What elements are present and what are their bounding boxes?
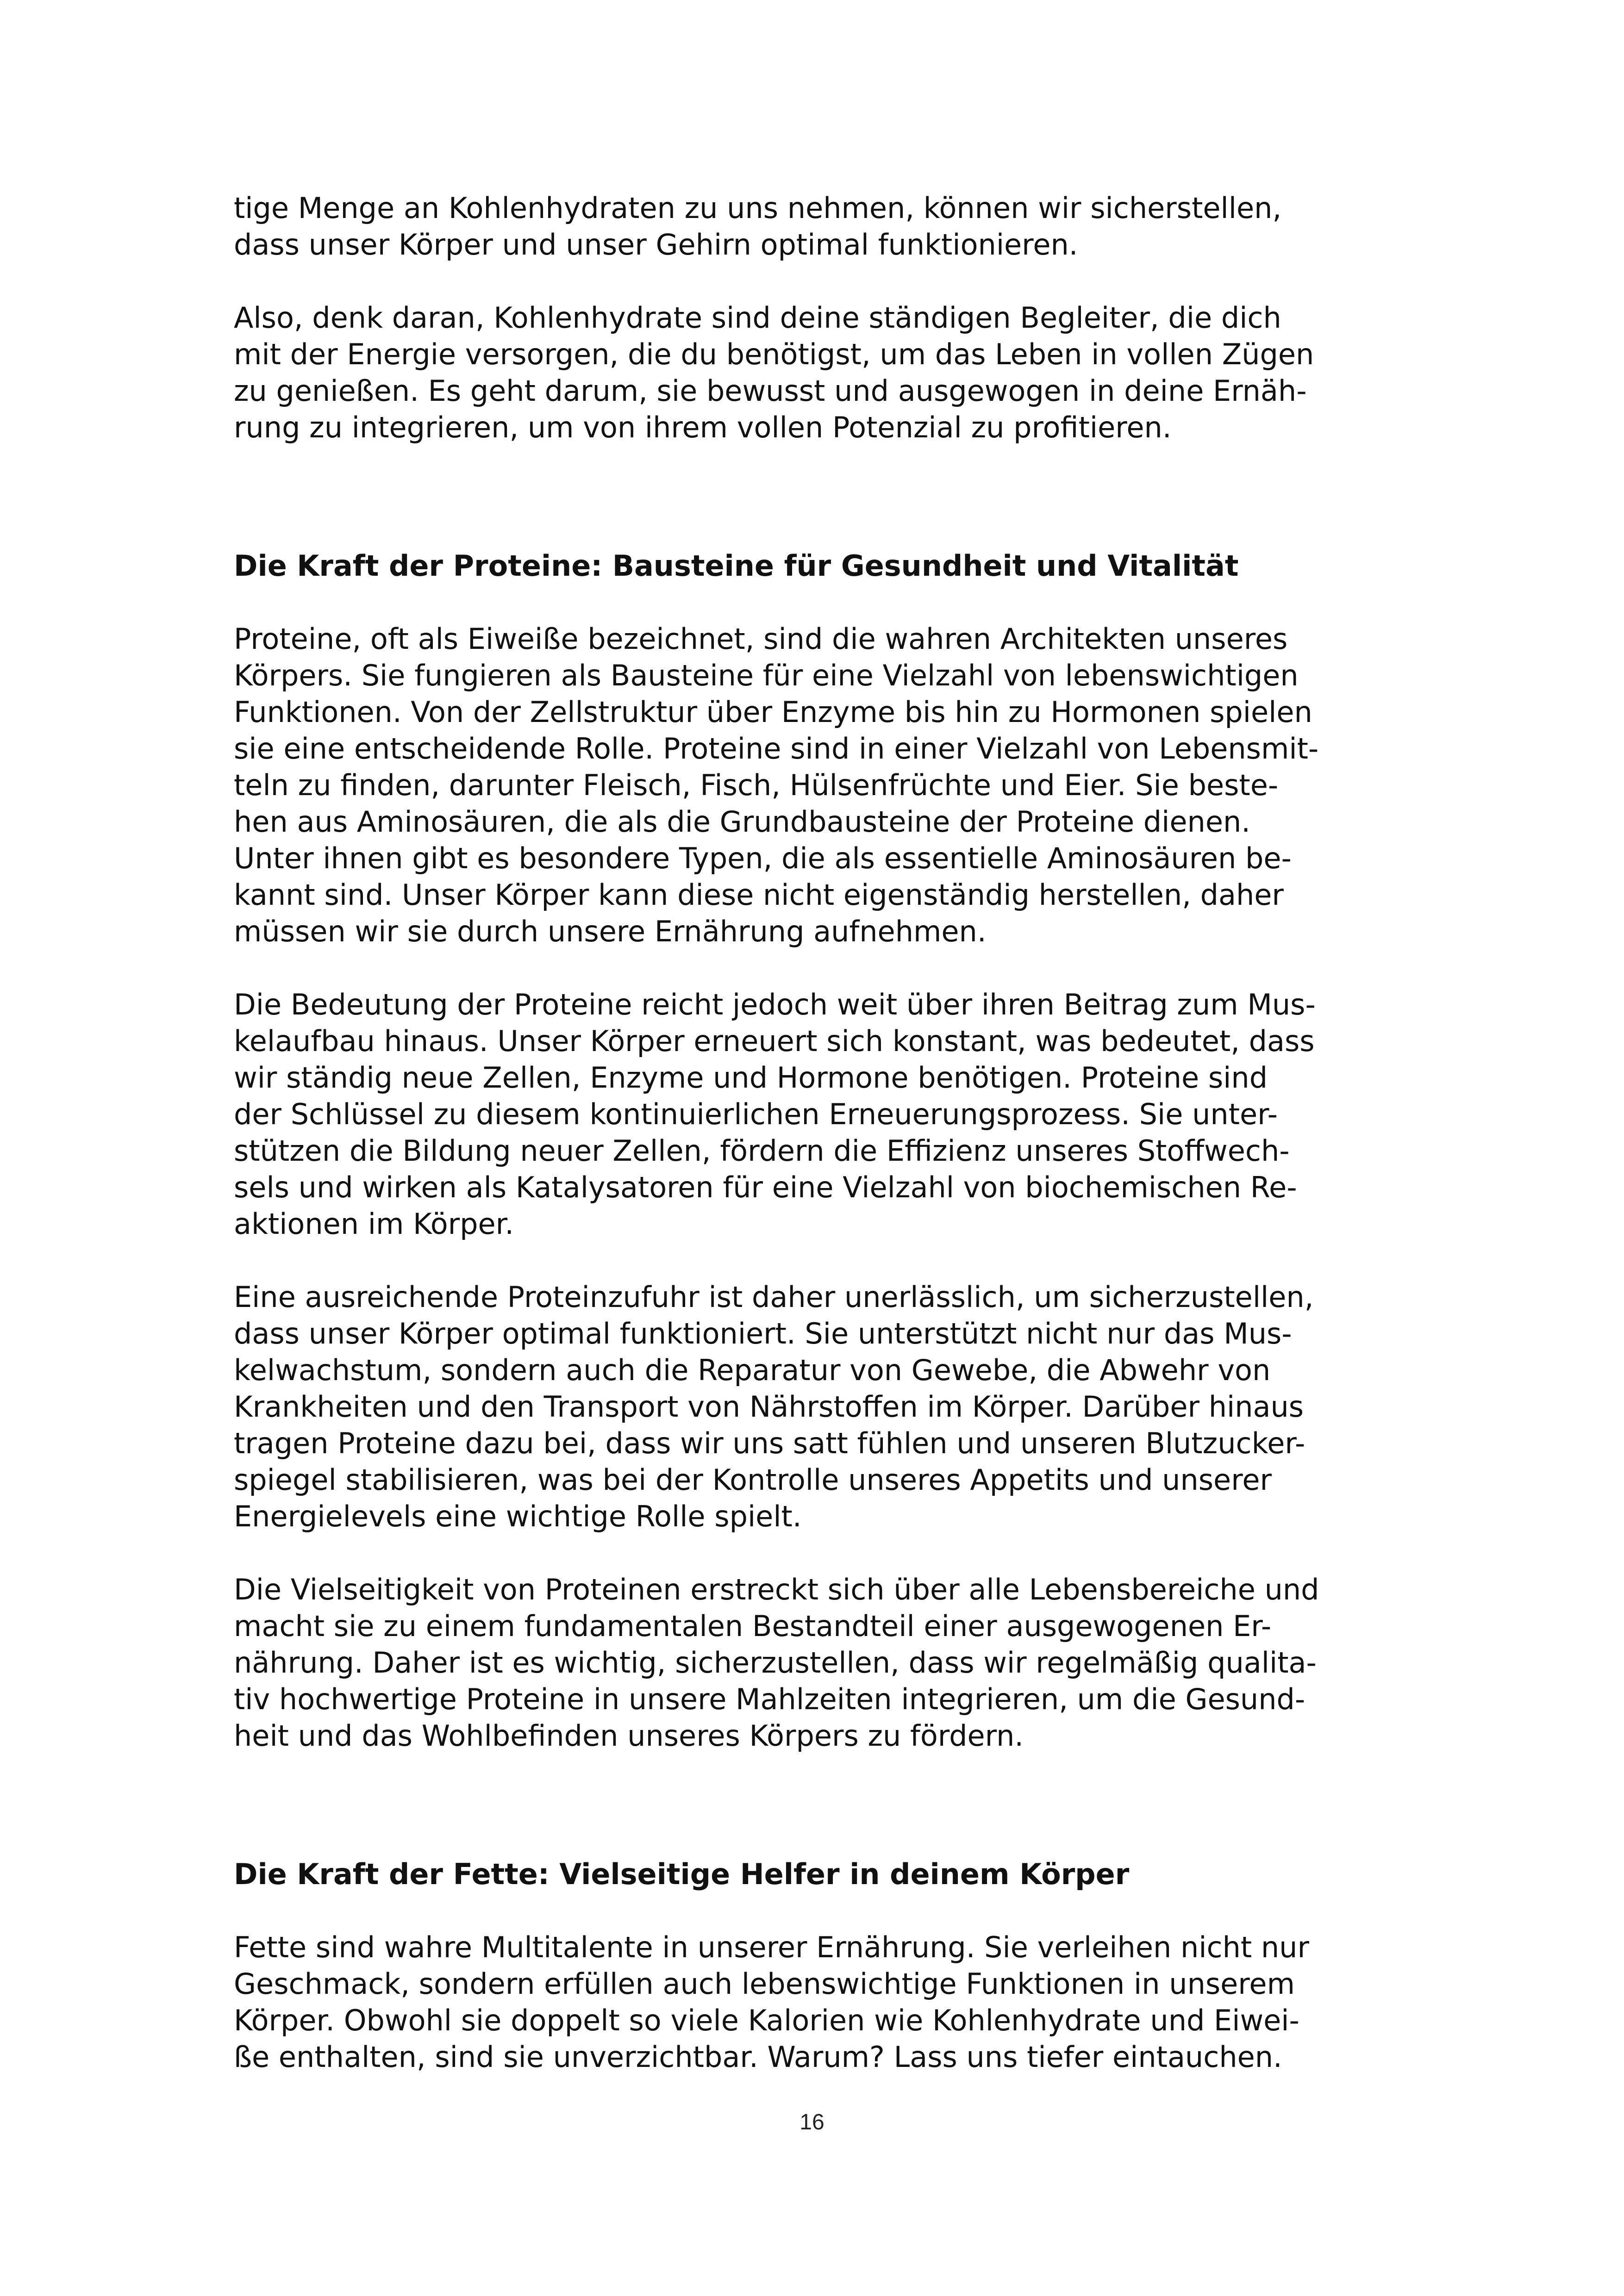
paragraph-proteins-2: Die Bedeutung der Proteine reicht jedoch weit über ihren Beitrag zum Mus- kelaufbau hinaus. Unser Körper erneuert sich konstant, was bedeutet, dass wir ständig neue Zellen, Enzyme und Hormone benötigen. Proteine sind der Schlüssel zu diesem kontinuierlichen Erneuerungsprozess. Sie unter- stützen die Bildung neuer Zellen, fördern die Effizienz unseres Stoffwech- sels und wirken als Katalysatoren für eine Vielzahl von biochemischen Re- aktionen im Körper. xyxy=(234,988,1316,1241)
paragraph-intro-1: tige Menge an Kohlenhydraten zu uns nehmen, können wir sicherstellen, dass unser Körper und unser Gehirn optimal funktionieren. xyxy=(234,191,1282,261)
paragraph-proteins-1: Proteine, oft als Eiweiße bezeichnet, sind die wahren Architekten unseres Körpers. Sie fungieren als Bausteine für eine Vielzahl von lebenswichtigen Funktionen. Von der Zellstruktur über Enzyme bis hin zu Hormonen spielen sie eine entscheidende Rolle. Proteine sind in einer Vielzahl von Lebensmit- teln zu finden, darunter Fleisch, Fisch, Hülsenfrüchte und Eier. Sie beste- hen aus Aminosäuren, die als die Grundbausteine der Proteine dienen. Unter ihnen gibt es besondere Typen, die als essentielle Aminosäuren be- kannt sind. Unser Körper kann diese nicht eigenständig herstellen, daher müssen wir sie durch unsere Ernährung aufnehmen. xyxy=(234,622,1319,948)
paragraph-proteins-4: Die Vielseitigkeit von Proteinen erstreckt sich über alle Lebensbereiche und macht sie zu einem fundamentalen Bestandteil einer ausgewogenen Er- nährung. Daher ist es wichtig, sicherzustellen, dass wir regelmäßig qualita- tiv hochwertige Proteine in unsere Mahlzeiten integrieren, um die Gesund- heit und das Wohlbefinden unseres Körpers zu fördern. xyxy=(234,1573,1319,1753)
page-number: 16 xyxy=(800,2110,824,2134)
section-heading-fats: Die Kraft der Fette: Vielseitige Helfer in deinem Körper xyxy=(234,1857,1130,1891)
paragraph-fats-1: Fette sind wahre Multitalente in unserer Ernährung. Sie verleihen nicht nur Geschmack, sondern erfüllen auch lebenswichtige Funktionen in unserem Körper. Obwohl sie doppelt so viele Kalorien wie Kohlenhydrate und Eiwei- ße enthalten, sind sie unverzichtbar. Warum? Lass uns tiefer eintauchen. xyxy=(234,1930,1309,2074)
page-body xyxy=(234,190,1391,2075)
paragraph-intro-2: Also, denk daran, Kohlenhydrate sind deine ständigen Begleiter, die dich mit der Energie versorgen, die du benötigst, um das Leben in vollen Zügen zu genießen. Es geht darum, sie bewusst und ausgewogen in deine Ernäh- rung zu integrieren, um von ihrem vollen Potenzial zu profitieren. xyxy=(234,301,1314,444)
section-heading-proteins: Die Kraft der Proteine: Bausteine für Gesundheit und Vitalität xyxy=(234,549,1239,583)
paragraph-proteins-3: Eine ausreichende Proteinzufuhr ist daher unerlässlich, um sicherzustellen, dass unser Körper optimal funktioniert. Sie unterstützt nicht nur das Mus- kelwachstum, sondern auch die Reparatur von Gewebe, die Abwehr von Krankheiten und den Transport von Nährstoffen im Körper. Darüber hinaus tragen Proteine dazu bei, dass wir uns satt fühlen und unseren Blutzucker- spiegel stabilisieren, was bei der Kontrolle unseres Appetits und unserer Energielevels eine wichtige Rolle spielt. xyxy=(234,1280,1314,1533)
